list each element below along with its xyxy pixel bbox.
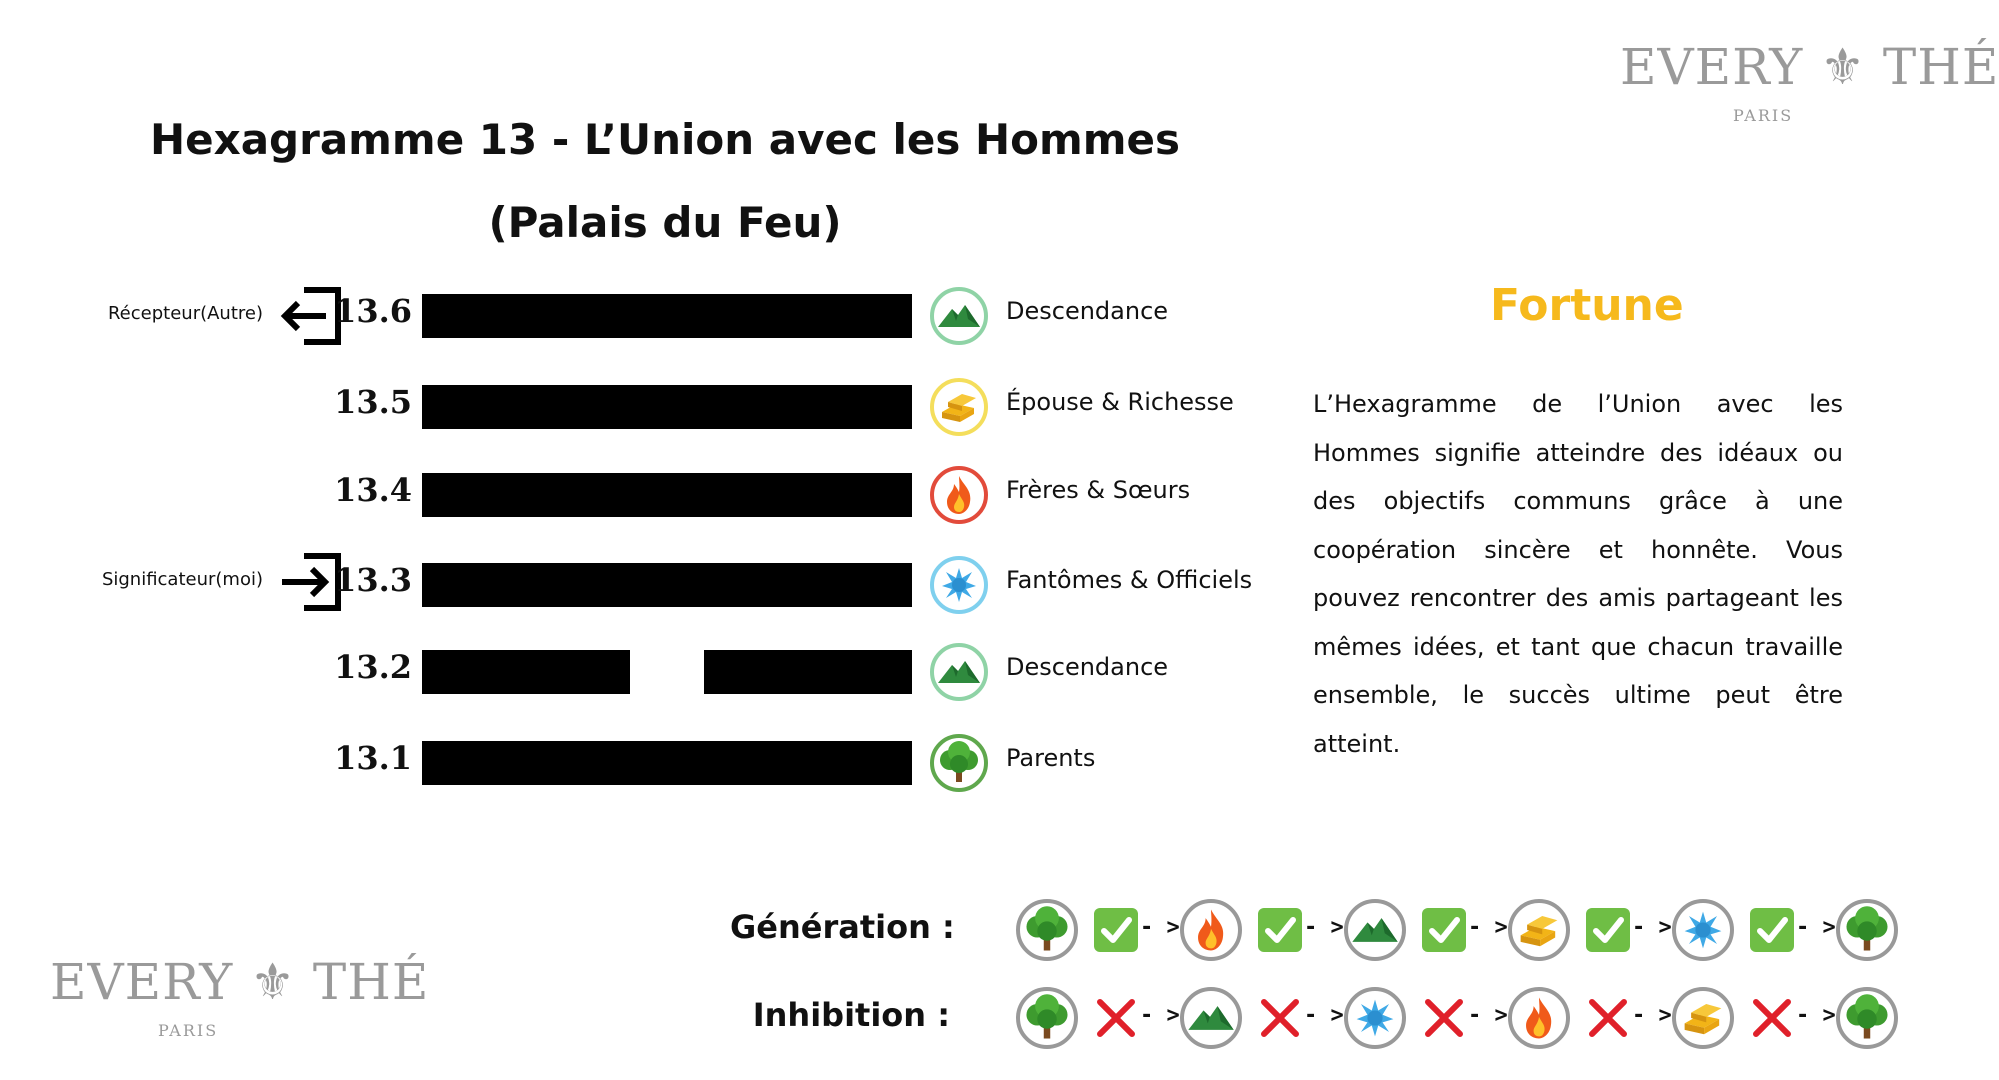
yang-line — [422, 741, 912, 785]
cycle-arrow: - > — [1468, 1003, 1508, 1028]
logo-text-right: THÉ — [1882, 38, 1999, 96]
gold-bars-icon — [930, 378, 988, 436]
cycle-arrow: - > — [1304, 1003, 1344, 1028]
tree-icon — [1016, 899, 1078, 961]
line-relation: Épouse & Richesse — [1006, 388, 1234, 416]
check-icon — [1750, 908, 1794, 952]
gold-bars-icon — [1672, 987, 1734, 1049]
logo-text-left: EVERY — [50, 953, 234, 1011]
fleur-de-lis-icon: ⚜ — [250, 953, 296, 1011]
yang-line — [422, 563, 912, 607]
cycle-arrow: - > — [1304, 915, 1344, 940]
logo-city: PARIS — [1733, 106, 1794, 125]
earth-mountain-icon — [930, 287, 988, 345]
logo-city: PARIS — [158, 1021, 219, 1040]
cycle-arrow: - > — [1796, 915, 1836, 940]
check-icon — [1586, 908, 1630, 952]
page-subtitle: (Palais du Feu) — [488, 198, 842, 247]
yin-line-segment — [704, 650, 912, 694]
water-splash-icon — [1672, 899, 1734, 961]
fleur-de-lis-icon: ⚜ — [1820, 38, 1866, 96]
cross-icon — [1586, 996, 1630, 1040]
yang-line — [422, 385, 912, 429]
inhibition-label: Inhibition : — [752, 996, 950, 1034]
logo-text-right: THÉ — [312, 953, 430, 1011]
significator-label: Significateur(moi) — [101, 569, 263, 590]
cycle-arrow: - > — [1632, 1003, 1672, 1028]
cross-icon — [1750, 996, 1794, 1040]
cycle-arrow: - > — [1468, 915, 1508, 940]
yang-line — [422, 294, 912, 338]
line-relation: Descendance — [1006, 297, 1169, 325]
fortune-title: Fortune — [1490, 280, 1684, 331]
check-icon — [1258, 908, 1302, 952]
cycle-arrow: - > — [1140, 1003, 1180, 1028]
earth-mountain-icon — [1344, 899, 1406, 961]
logo-text-left: EVERY — [1620, 38, 1804, 96]
yang-line — [422, 473, 912, 517]
page-title: Hexagramme 13 - L’Union avec les Hommes — [149, 115, 1181, 164]
cycle-arrow: - > — [1796, 1003, 1836, 1028]
check-icon — [1094, 908, 1138, 952]
line-relation: Fantômes & Officiels — [1006, 566, 1253, 594]
water-splash-icon — [1344, 987, 1406, 1049]
tree-icon — [1016, 987, 1078, 1049]
fire-icon — [930, 466, 988, 524]
fire-icon — [1508, 987, 1570, 1049]
earth-mountain-icon — [1180, 987, 1242, 1049]
tree-icon — [1836, 899, 1898, 961]
cross-icon — [1258, 996, 1302, 1040]
check-icon — [1422, 908, 1466, 952]
receptor-label: Récepteur(Autre) — [107, 303, 263, 324]
cross-icon — [1422, 996, 1466, 1040]
tree-icon — [1836, 987, 1898, 1049]
cycle-arrow: - > — [1140, 915, 1180, 940]
line-number: 13.4 — [334, 471, 412, 509]
line-number: 13.2 — [334, 648, 412, 686]
line-number: 13.1 — [334, 739, 412, 777]
fortune-text: L’Hexagramme de l’Union avec les Hommes signifie atteindre des idéaux ou des objectifs communs grâce à une coopération sincère et honnête. Vous pouvez rencontrer des amis partageant les mêmes idées, et tant que chacun travaille ensemble, le succès ultime peut être atteint. — [1313, 390, 1843, 758]
water-splash-icon — [930, 556, 988, 614]
line-number: 13.3 — [334, 561, 412, 599]
cross-icon — [1094, 996, 1138, 1040]
line-relation: Descendance — [1006, 653, 1169, 681]
gold-bars-icon — [1508, 899, 1570, 961]
cycle-arrow: - > — [1632, 915, 1672, 940]
generation-label: Génération : — [730, 908, 955, 946]
tree-icon — [930, 734, 988, 792]
line-number: 13.5 — [334, 383, 412, 421]
line-relation: Parents — [1006, 744, 1096, 772]
line-relation: Frères & Sœurs — [1006, 476, 1191, 504]
earth-mountain-icon — [930, 643, 988, 701]
line-number: 13.6 — [334, 292, 412, 330]
yin-line-segment — [422, 650, 630, 694]
fire-icon — [1180, 899, 1242, 961]
